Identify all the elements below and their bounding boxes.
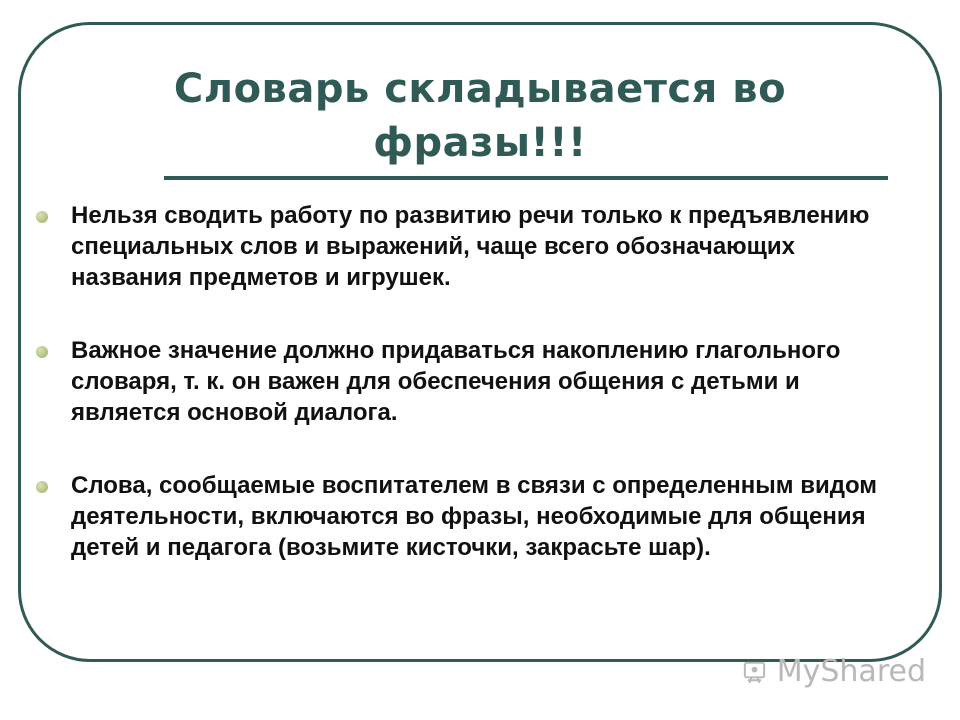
bullet-item-1 bbox=[36, 200, 896, 293]
title-divider bbox=[164, 176, 888, 180]
watermark-text: MyShared bbox=[776, 654, 926, 689]
myshared-logo-icon bbox=[740, 658, 769, 687]
bullet-text-3: Слова, сообщаемые воспитателем в связи с определенным видом деятельности, включаются во фразы, необходимые для общения детей и педагога (возьмите кисточки, закрасьте шар). bbox=[71, 472, 878, 561]
bullet-icon bbox=[36, 481, 48, 493]
bullet-list bbox=[36, 200, 896, 605]
bullet-text-1: Нельзя сводить работу по развитию речи только к предъявлению специальных слов и выражений, чаще всего обозначающих названия предметов и игрушек. bbox=[71, 202, 870, 291]
watermark bbox=[740, 655, 926, 689]
slide-title: Словарь складывается во фразы!!! bbox=[173, 66, 787, 166]
bullet-item-3 bbox=[36, 470, 896, 563]
bullet-icon bbox=[36, 346, 48, 358]
bullet-text-2: Важное значение должно придаваться накоплению глагольного словаря, т. к. он важен для обеспечения общения с детьми и является основой диалога. bbox=[71, 337, 841, 426]
bullet-icon bbox=[36, 211, 48, 223]
bullet-item-2 bbox=[36, 335, 896, 428]
